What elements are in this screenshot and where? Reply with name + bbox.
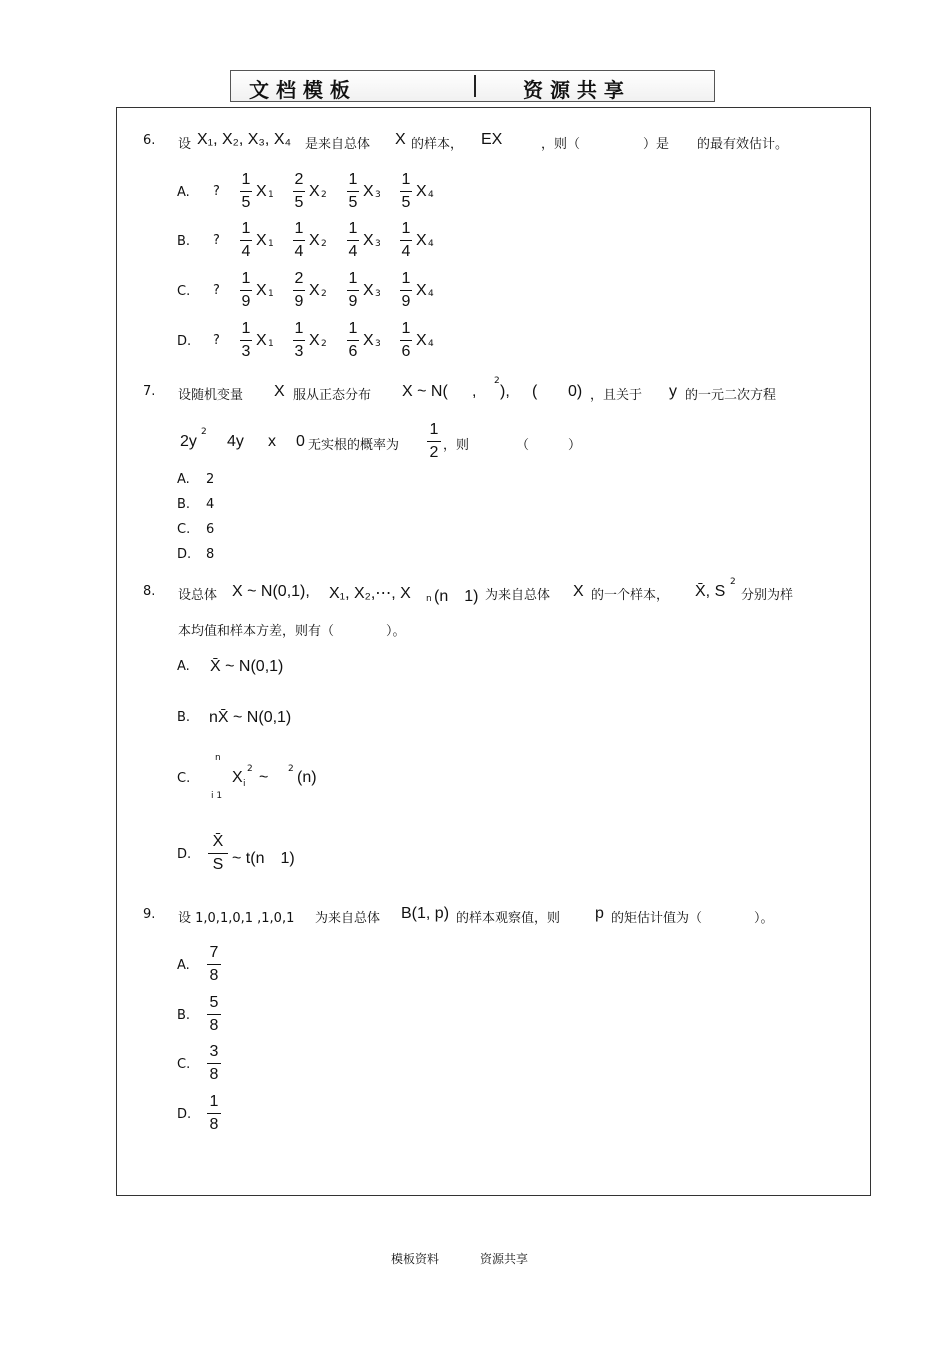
q9-opt-b-label: B. xyxy=(177,1008,191,1023)
q8-sq: 2 xyxy=(730,577,736,587)
coef-den: 4 xyxy=(241,243,251,260)
q6-opt-a-label: A. xyxy=(177,185,190,200)
q7-opt-a-label: A. xyxy=(177,472,190,487)
q9-dist: B(1, p) xyxy=(401,905,450,922)
q7-text-a: 设随机变量 xyxy=(178,388,244,403)
q6-opt-c-var-3: X xyxy=(363,282,374,299)
fraction-bar xyxy=(207,1063,221,1064)
q8-opt-c-chi-sup: 2 xyxy=(288,764,294,774)
q6-opt-c-symbol: ? xyxy=(213,283,220,298)
q8-dist: X ~ N(0,1), xyxy=(232,583,310,600)
q6-vars: X₁, X₂, X₃, X₄ xyxy=(197,131,292,148)
coef-num: 1 xyxy=(401,320,411,337)
q9-opt-a-label: A. xyxy=(177,958,190,973)
q7-open2: ( xyxy=(532,383,538,400)
q6-opt-b-symbol: ? xyxy=(213,233,220,248)
q6-opt-a-var-4: X xyxy=(416,183,427,200)
q7-opt-d-label: D. xyxy=(177,547,192,562)
q8-number: 8. xyxy=(143,584,156,599)
q7-opt-d-value: 8 xyxy=(206,547,215,562)
q8-opt-d-fraction xyxy=(208,833,228,874)
coef-den: 3 xyxy=(294,343,304,360)
q7-number: 7. xyxy=(143,384,156,399)
q9-text-b: 为来自总体 xyxy=(315,911,381,926)
q9-opt-c-label: C. xyxy=(177,1057,191,1072)
q7-X: X xyxy=(274,383,285,400)
q7-eq-sq: 2 xyxy=(201,427,207,437)
coef-num: 2 xyxy=(294,171,304,188)
q7-text-c: ，且关于 xyxy=(590,388,643,403)
q9-opt-a-num: 7 xyxy=(209,944,219,961)
q8-n-sub: n xyxy=(426,594,432,604)
q7-half-num: 1 xyxy=(429,421,439,438)
q8-opt-b-expr: nX̄ ~ N(0,1) xyxy=(209,709,292,726)
coef-den: 9 xyxy=(294,293,304,310)
header-right-text: 资 源 共 享 xyxy=(523,78,624,102)
q8-opt-d-label: D. xyxy=(177,847,192,862)
q7-opt-c-value: 6 xyxy=(206,522,215,537)
fraction-bar xyxy=(293,240,305,241)
coef-num: 1 xyxy=(241,220,251,237)
coef-den: 5 xyxy=(294,194,304,211)
q9-text-c: 的样本观察值，则 xyxy=(456,911,561,926)
coef-den: 5 xyxy=(348,194,358,211)
q6-opt-d-var-2: X xyxy=(309,332,320,349)
q6-opt-b-var-1: X xyxy=(256,232,267,249)
fraction-bar xyxy=(347,240,359,241)
q6-opt-c-coef-3 xyxy=(347,270,359,311)
q7-close: ), xyxy=(500,383,510,400)
coef-den: 9 xyxy=(241,293,251,310)
fraction-bar xyxy=(400,340,412,341)
header-banner xyxy=(230,70,715,102)
q6-opt-c-coef-4 xyxy=(400,270,412,311)
q9-number: 9. xyxy=(143,907,156,922)
fraction-bar xyxy=(400,290,412,291)
q7-y: y xyxy=(669,383,677,400)
q7-opt-c-label: C. xyxy=(177,522,191,537)
fraction-bar xyxy=(293,340,305,341)
q8-text-c: 的一个样本， xyxy=(591,588,670,603)
q6-opt-b-coef-3 xyxy=(347,220,359,261)
coef-num: 1 xyxy=(401,171,411,188)
q9-p: p xyxy=(595,905,604,922)
fraction-bar xyxy=(207,964,221,965)
q7-eq-b: 4y xyxy=(227,433,244,450)
q6-opt-b-sub-2: 2 xyxy=(321,239,327,249)
q8-sample: X₁, X₂,⋯, X xyxy=(329,585,411,602)
q8-opt-a-expr: X̄ ~ N(0,1) xyxy=(210,658,284,675)
q7-eq-a: 2y xyxy=(180,433,197,450)
fraction-bar xyxy=(240,240,252,241)
coef-den: 6 xyxy=(348,343,358,360)
q6-opt-c-label: C. xyxy=(177,284,191,299)
q6-opt-b-var-3: X xyxy=(363,232,374,249)
q8-text-b: 为来自总体 xyxy=(485,588,551,603)
q6-opt-a-sub-2: 2 xyxy=(321,190,327,200)
q6-opt-a-var-2: X xyxy=(309,183,320,200)
fraction-bar xyxy=(240,340,252,341)
q6-X: X xyxy=(395,131,406,148)
q6-opt-d-coef-1 xyxy=(240,320,252,361)
q6-opt-d-sub-4: 4 xyxy=(428,339,434,349)
q6-opt-c-sub-4: 4 xyxy=(428,289,434,299)
q9-opt-c-fraction xyxy=(207,1043,221,1084)
footer-left: 模板资料 xyxy=(391,1252,440,1266)
q8-opt-c-chi: (n) xyxy=(297,769,317,786)
q7-text-e: 无实根的概率为 xyxy=(308,438,400,453)
fraction-bar xyxy=(293,290,305,291)
q9-opt-d-den: 8 xyxy=(209,1116,219,1133)
coef-den: 6 xyxy=(401,343,411,360)
fraction-bar xyxy=(207,1014,221,1015)
q6-opt-b-var-2: X xyxy=(309,232,320,249)
q7-opt-a-value: 2 xyxy=(206,472,215,487)
q6-opt-a-coef-1 xyxy=(240,171,252,212)
q7-text-b: 服从正态分布 xyxy=(293,388,372,403)
q8-X: X xyxy=(573,583,584,600)
q9-text-d: 的矩估计值为（ ）。 xyxy=(611,911,774,926)
q6-text-e: ）是 xyxy=(643,137,670,152)
q6-opt-d-var-3: X xyxy=(363,332,374,349)
q7-dist: X ~ N( xyxy=(402,383,448,400)
q7-half-fraction xyxy=(427,421,441,462)
q6-opt-b-coef-1 xyxy=(240,220,252,261)
coef-num: 1 xyxy=(348,220,358,237)
q6-text-b: 是来自总体 xyxy=(305,137,371,152)
q6-text-a: 设 xyxy=(178,137,192,152)
q8-line2: 本均值和样本方差，则有（ ）。 xyxy=(178,624,406,639)
q9-opt-d-num: 1 xyxy=(209,1093,219,1110)
q6-opt-a-sub-3: 3 xyxy=(375,190,381,200)
q6-opt-a-coef-3 xyxy=(347,171,359,212)
coef-num: 2 xyxy=(294,270,304,287)
fraction-bar xyxy=(427,441,441,442)
q8-opt-b-label: B. xyxy=(177,710,191,725)
q8-opt-c-sub: i xyxy=(243,779,246,789)
q6-text-f: 的最有效估计。 xyxy=(697,137,789,152)
header-left-text: 文 档 模 板 xyxy=(249,78,350,102)
q8-opt-c-label: C. xyxy=(177,771,191,786)
q7-paren: （ ） xyxy=(516,438,582,453)
q6-opt-c-sub-1: 1 xyxy=(268,289,274,299)
coef-num: 1 xyxy=(348,320,358,337)
q8-opt-d-den: S xyxy=(212,856,224,873)
q6-opt-d-coef-3 xyxy=(347,320,359,361)
q7-text-d: 的一元二次方程 xyxy=(685,388,777,403)
q6-opt-a-coef-4 xyxy=(400,171,412,212)
coef-den: 4 xyxy=(294,243,304,260)
q6-text-c: 的样本， xyxy=(411,137,464,152)
q6-opt-d-symbol: ? xyxy=(213,333,220,348)
q8-cond: (n 1) xyxy=(434,588,479,605)
q8-opt-c-expr: X xyxy=(232,769,243,786)
coef-num: 1 xyxy=(241,270,251,287)
coef-num: 1 xyxy=(294,220,304,237)
q7-comma: , xyxy=(472,383,477,400)
q6-opt-a-sub-4: 4 xyxy=(428,190,434,200)
q8-text-d: 分别为样 xyxy=(741,588,794,603)
q6-opt-b-coef-4 xyxy=(400,220,412,261)
q6-opt-c-sub-2: 2 xyxy=(321,289,327,299)
q6-opt-d-sub-1: 1 xyxy=(268,339,274,349)
q7-sq: 2 xyxy=(494,376,500,386)
q6-opt-a-coef-2 xyxy=(293,171,305,212)
q8-opt-c-tail: ~ xyxy=(259,769,269,786)
coef-num: 1 xyxy=(348,171,358,188)
coef-num: 1 xyxy=(401,220,411,237)
fraction-bar xyxy=(347,340,359,341)
fraction-bar xyxy=(347,290,359,291)
q9-opt-d-fraction xyxy=(207,1093,221,1134)
q6-opt-a-symbol: ? xyxy=(213,184,220,199)
content-frame xyxy=(116,107,871,1196)
q6-opt-c-sub-3: 3 xyxy=(375,289,381,299)
coef-den: 5 xyxy=(241,194,251,211)
q6-opt-d-coef-4 xyxy=(400,320,412,361)
q9-opt-c-num: 3 xyxy=(209,1043,219,1060)
q9-opt-c-den: 8 xyxy=(209,1066,219,1083)
q6-opt-c-var-1: X xyxy=(256,282,267,299)
q7-zero: 0) xyxy=(568,383,583,400)
q6-opt-d-var-1: X xyxy=(256,332,267,349)
q9-opt-a-fraction xyxy=(207,944,221,985)
q6-opt-a-var-1: X xyxy=(256,183,267,200)
q6-opt-c-coef-1 xyxy=(240,270,252,311)
coef-den: 3 xyxy=(241,343,251,360)
coef-den: 9 xyxy=(401,293,411,310)
q6-opt-b-sub-4: 4 xyxy=(428,239,434,249)
coef-num: 1 xyxy=(241,320,251,337)
q6-opt-d-coef-2 xyxy=(293,320,305,361)
q6-opt-d-sub-2: 2 xyxy=(321,339,327,349)
q8-opt-d-tail: ~ t(n 1) xyxy=(232,850,295,867)
q7-eq-c: x xyxy=(268,433,276,450)
q6-opt-b-label: B. xyxy=(177,234,191,249)
coef-den: 9 xyxy=(348,293,358,310)
q6-opt-c-coef-2 xyxy=(293,270,305,311)
fraction-bar xyxy=(293,191,305,192)
fraction-bar xyxy=(240,191,252,192)
q6-opt-c-var-4: X xyxy=(416,282,427,299)
q6-opt-d-var-4: X xyxy=(416,332,427,349)
fraction-bar xyxy=(240,290,252,291)
fraction-bar xyxy=(347,191,359,192)
q7-text-f: ，则 xyxy=(443,438,470,453)
q9-opt-b-den: 8 xyxy=(209,1017,219,1034)
q8-opt-c-sup: 2 xyxy=(247,764,253,774)
coef-den: 5 xyxy=(401,194,411,211)
q6-opt-d-sub-3: 3 xyxy=(375,339,381,349)
q8-stats: X̄, S xyxy=(695,583,726,600)
q6-opt-d-label: D. xyxy=(177,334,192,349)
q8-opt-a-label: A. xyxy=(177,659,190,674)
q7-half-den: 2 xyxy=(429,444,439,461)
fraction-bar xyxy=(400,240,412,241)
q8-opt-c-sum-bot: i 1 xyxy=(211,791,223,801)
q8-opt-c-sum-top: n xyxy=(215,753,221,763)
coef-den: 4 xyxy=(401,243,411,260)
q6-opt-b-var-4: X xyxy=(416,232,427,249)
fraction-bar xyxy=(208,853,228,854)
q9-opt-a-den: 8 xyxy=(209,967,219,984)
q6-opt-b-sub-3: 3 xyxy=(375,239,381,249)
header-divider xyxy=(474,75,476,97)
q8-opt-d-num: X̄ xyxy=(212,833,224,850)
footer-right: 资源共享 xyxy=(480,1252,529,1266)
q7-eq-d: 0 xyxy=(296,433,305,450)
q9-opt-b-fraction xyxy=(207,994,221,1035)
q9-text-a: 设 1,0,1,0,1 ,1,0,1 xyxy=(178,911,295,926)
q6-opt-c-var-2: X xyxy=(309,282,320,299)
coef-num: 1 xyxy=(241,171,251,188)
coef-num: 1 xyxy=(294,320,304,337)
q6-text-d: ，则（ xyxy=(541,137,581,152)
q6-opt-a-sub-1: 1 xyxy=(268,190,274,200)
q6-EX: EX xyxy=(481,131,503,148)
q7-opt-b-label: B. xyxy=(177,497,191,512)
coef-den: 4 xyxy=(348,243,358,260)
q9-opt-d-label: D. xyxy=(177,1107,192,1122)
q6-number: 6. xyxy=(143,133,156,148)
q8-text-a: 设总体 xyxy=(178,588,218,603)
fraction-bar xyxy=(400,191,412,192)
q7-opt-b-value: 4 xyxy=(206,497,215,512)
q6-opt-b-coef-2 xyxy=(293,220,305,261)
q6-opt-a-var-3: X xyxy=(363,183,374,200)
fraction-bar xyxy=(207,1113,221,1114)
coef-num: 1 xyxy=(348,270,358,287)
q9-opt-b-num: 5 xyxy=(209,994,219,1011)
q6-opt-b-sub-1: 1 xyxy=(268,239,274,249)
coef-num: 1 xyxy=(401,270,411,287)
